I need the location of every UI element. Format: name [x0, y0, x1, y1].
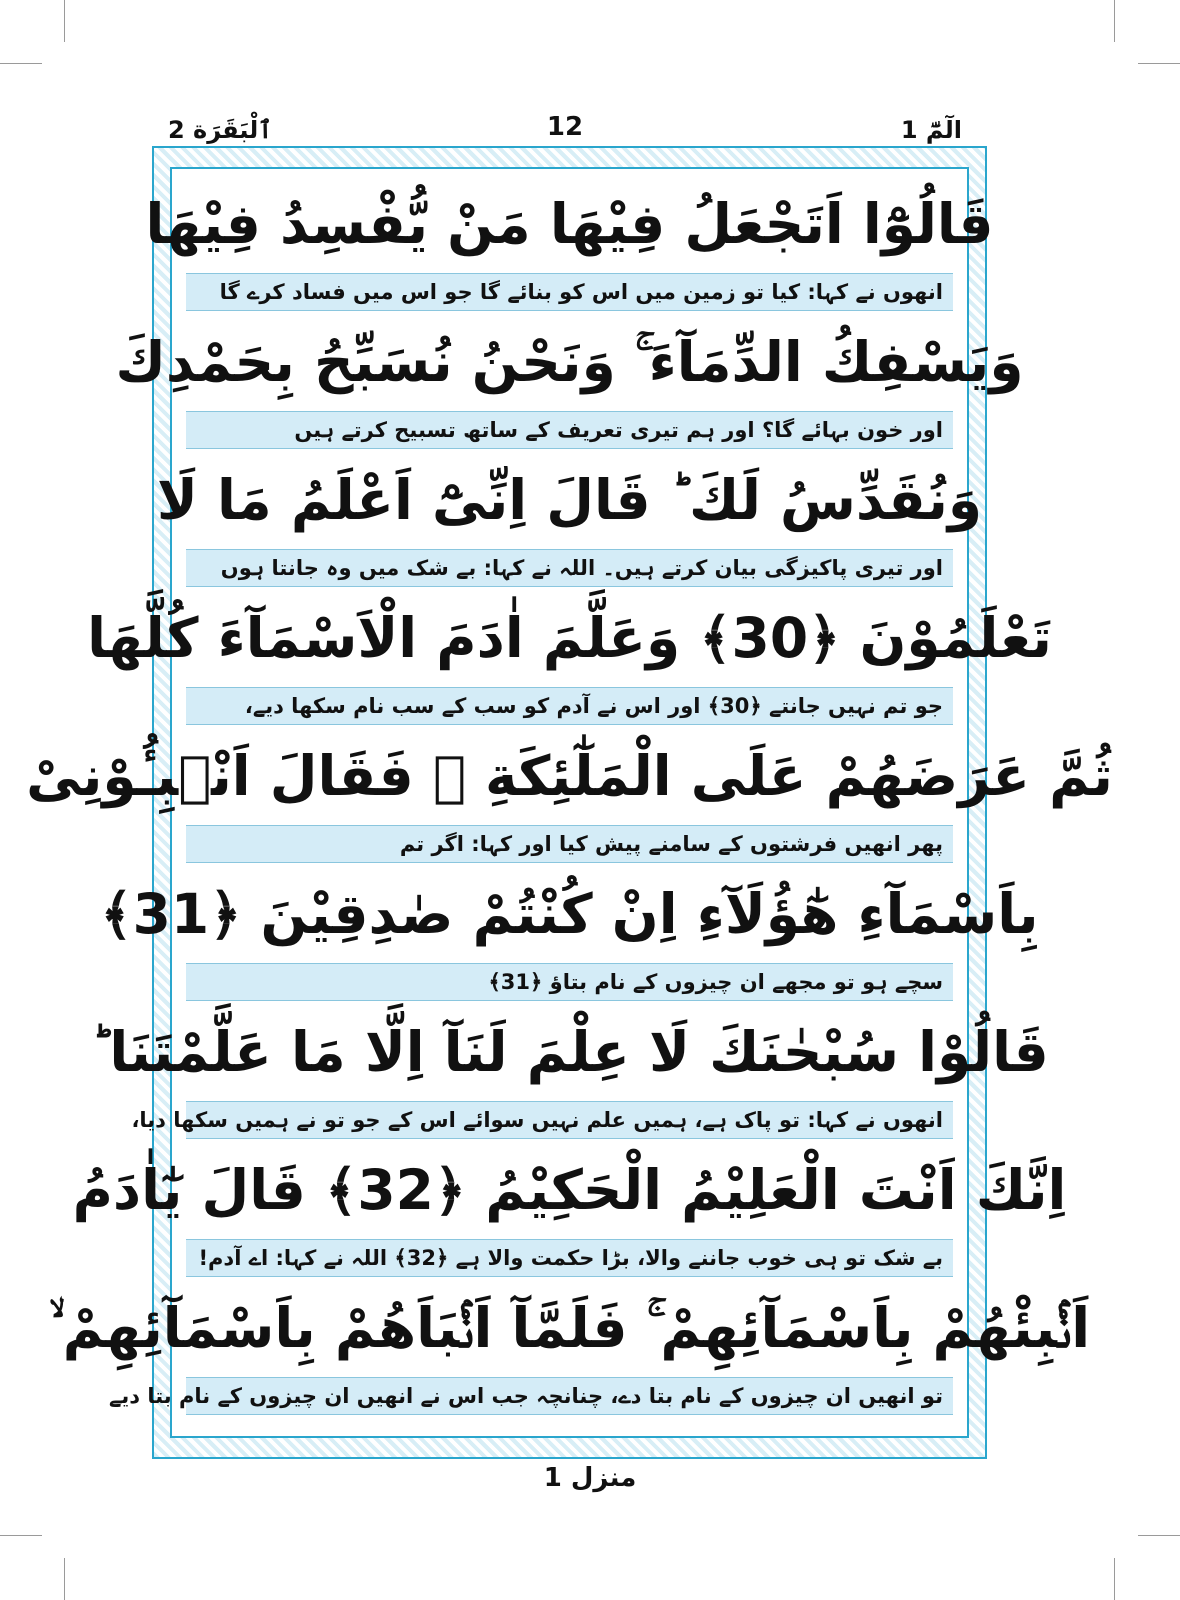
urdu-translation: بے شک تو ہی خوب جاننے والا، بڑا حکمت والا ہے ﴿32﴾ اللہ نے کہا: اے آدم! — [186, 1239, 953, 1277]
urdu-translation: اور خون بہائے گا؟ اور ہم تیری تعریف کے ساتھ تسبیح کرتے ہیں — [186, 411, 953, 449]
crop-mark — [0, 1535, 42, 1536]
arabic-line: قَالُوْٓا اَتَجْعَلُ فِیْهَا مَنْ یُّفْسِدُ فِیْهَا — [145, 192, 994, 256]
arabic-line: وَنُقَدِّسُ لَكَ ؕ قَالَ اِنِّیْٓ اَعْلَمُ مَا لَا — [156, 468, 983, 532]
arabic-line: اِنَّكَ اَنْتَ الْعَلِیْمُ الْحَكِیْمُ ﴿32﴾ قَالَ یٰٓاٰدَمُ — [72, 1158, 1067, 1222]
crop-mark — [1114, 0, 1115, 42]
crop-mark — [1138, 1535, 1180, 1536]
arabic-line: قَالُوْا سُبْحٰنَكَ لَا عِلْمَ لَنَآ اِلَّا مَا عَلَّمْتَنَا ؕ — [90, 1020, 1049, 1084]
page-number: 12 — [546, 112, 584, 142]
urdu-translation: سچے ہو تو مجھے ان چیزوں کے نام بتاؤ ﴿31﴾ — [186, 963, 953, 1001]
crop-mark — [1114, 1558, 1115, 1600]
arabic-line: تَعْلَمُوْنَ ﴿30﴾ وَعَلَّمَ اٰدَمَ الْاَسْمَآءَ كُلَّهَا — [87, 606, 1052, 670]
arabic-line: بِاَسْمَآءِ هٰٓؤُلَآءِ اِنْ كُنْتُمْ صٰدِقِیْنَ ﴿31﴾ — [100, 882, 1039, 946]
urdu-translation: اور تیری پاکیزگی بیان کرتے ہیں۔ اللہ نے کہا: بے شک میں وہ جانتا ہوں — [186, 549, 953, 587]
urdu-translation: تو انھیں ان چیزوں کے نام بتا دے، چنانچہ جب اس نے انھیں ان چیزوں کے نام بتا دیے — [186, 1377, 953, 1415]
arabic-line: ثُمَّ عَرَضَهُمْ عَلَى الْمَلٰٓئِكَةِ ۙ فَقَالَ اَنْۢبِـُٔوْنِیْ — [26, 744, 1113, 808]
crop-mark — [64, 1558, 65, 1600]
urdu-translation: انھوں نے کہا: کیا تو زمین میں اس کو بنائے گا جو اس میں فساد کرے گا — [186, 273, 953, 311]
urdu-translation: جو تم نہیں جانتے ﴿30﴾ اور اس نے آدم کو سب کے سب نام سکھا دیے، — [186, 687, 953, 725]
crop-mark — [0, 63, 42, 64]
crop-mark — [1138, 63, 1180, 64]
surah-name: ٱلْبَقَرَة 2 — [168, 116, 273, 144]
crop-mark — [64, 0, 65, 42]
juz-name: الٓمّٓ 1 — [900, 116, 962, 144]
arabic-line: اَنْۢبِئْهُمْ بِاَسْمَآئِهِمْ ۚ فَلَمَّآ اَنْۢبَاَهُمْ بِاَسْمَآئِهِمْ ۙ — [48, 1295, 1091, 1360]
urdu-translation: انھوں نے کہا: تو پاک ہے، ہمیں علم نہیں سوائے اس کے جو تو نے ہمیں سکھا دیا، — [186, 1101, 953, 1139]
arabic-line: وَیَسْفِكُ الدِّمَآءَ ۚ وَنَحْنُ نُسَبِّحُ بِحَمْدِكَ — [115, 329, 1024, 394]
text-panel — [26, 167, 1113, 1438]
manzil-label: منزل 1 — [543, 1463, 637, 1493]
urdu-translation: پھر انھیں فرشتوں کے سامنے پیش کیا اور کہا: اگر تم — [186, 825, 953, 863]
